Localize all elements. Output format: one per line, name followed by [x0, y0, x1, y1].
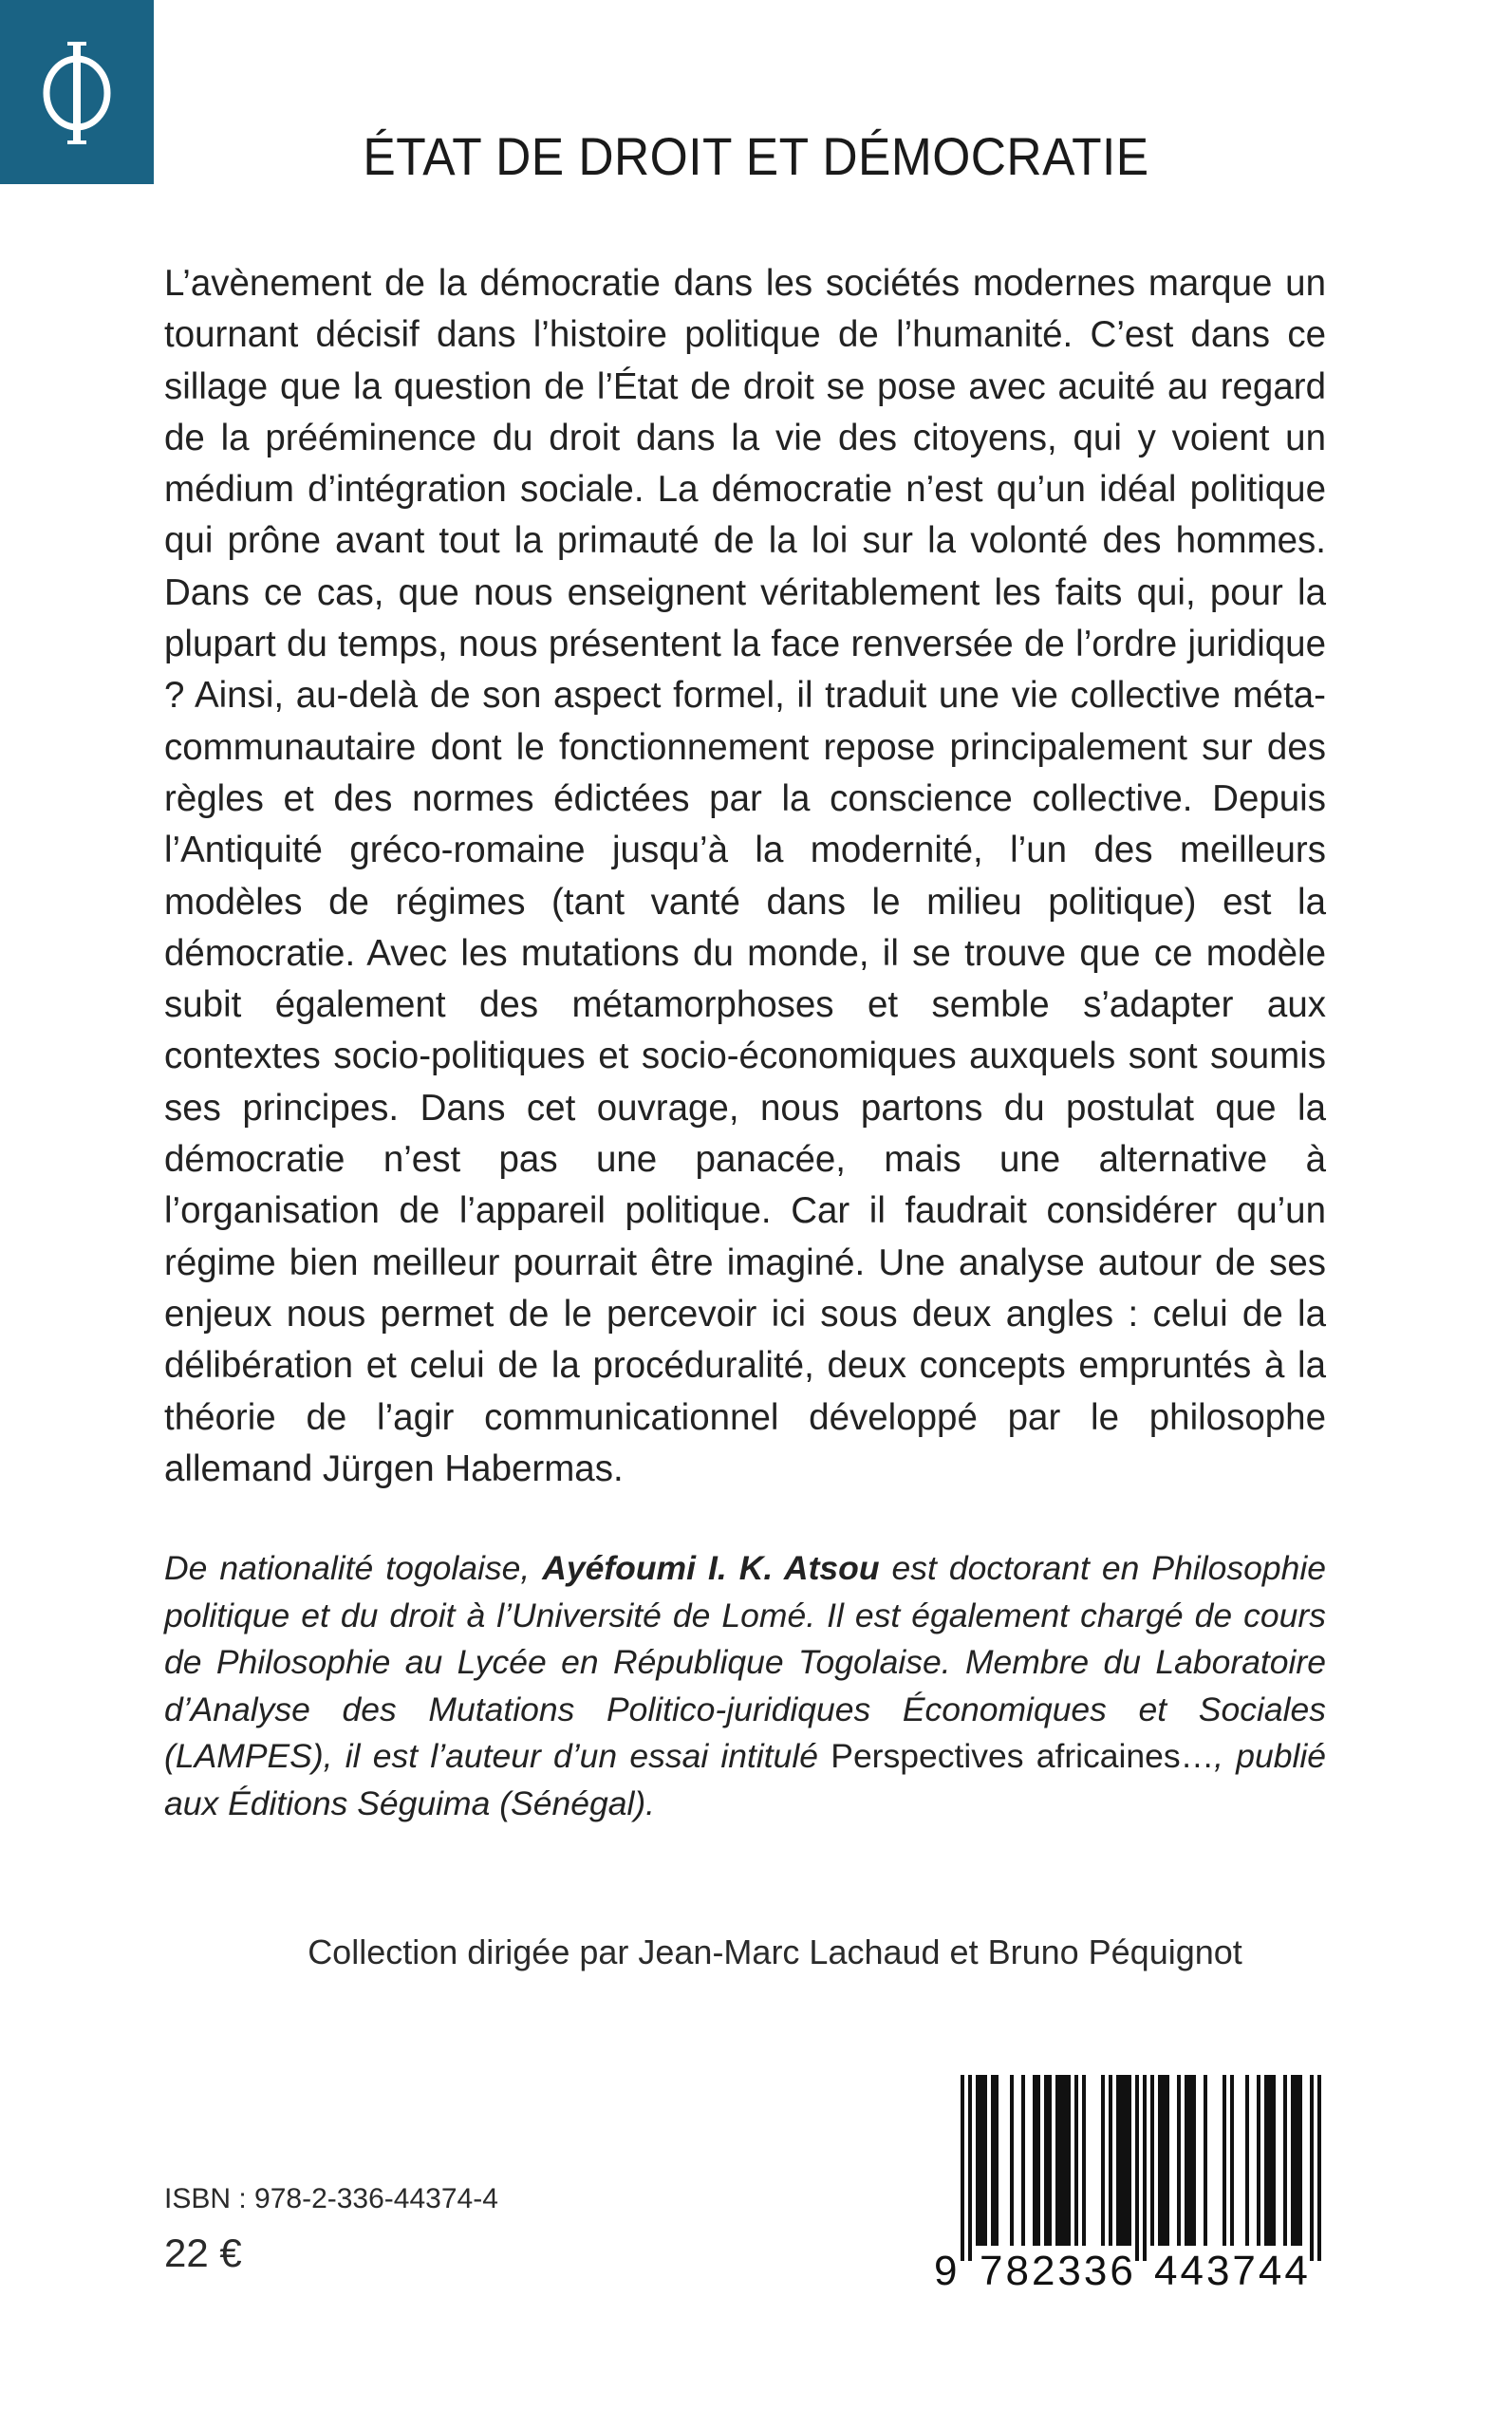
barcode-bar	[1120, 2075, 1124, 2246]
barcode-bar	[1177, 2075, 1181, 2246]
barcode-bar	[1192, 2075, 1196, 2246]
barcode-bar	[1245, 2075, 1249, 2246]
barcode-bar	[1033, 2075, 1036, 2246]
barcode-bar	[1298, 2075, 1302, 2246]
book-summary: L’avènement de la démocratie dans les sociétés modernes marque un tournant décisif dans l’histoire politique de l’humanité. C’est dans ce sillage que la question de l’État de droit se pose avec acuité au regard de la prééminence du droit dans la vie des citoyens, qui y voient un médium d’intégration sociale. La démocratie n’est qu’un idéal politique qui prône avant tout la primauté de la loi sur la volonté des hommes. Dans ce cas, que nous enseignent véritablement les faits qui, pour la plupart du temps, nous présentent la face renversée de l’ordre juridique ? Ainsi, au-delà de son aspect formel, il traduit une vie collective méta-communautaire dont le fonctionnement repose principalement sur des règles et des normes édictées par la conscience collective. Depuis l’Antiquité gréco-romaine jusqu’à la modernité, l’un des meilleurs modèles de régimes (tant vanté dans le milieu politique) est la démocratie. Avec les mutations du monde, il se trouve que ce modèle subit également des métamorphoses et semble s’adapter aux contextes socio-politiques et socio-économiques auxquels sont soumis ses principes. Dans cet ouvrage, nous partons du postulat que la démocratie n’est pas une panacée, mais une alternative à l’organisation de l’appareil politique. Car il faudrait considérer qu’un régime bien meilleur pourrait être imaginé. Une analyse autour de ses enjeux nous permet de le percevoir ici sous deux angles : celui de la délibération et celui de la procéduralité, deux concepts empruntés à la théorie de l’agir communicationnel développé par le philosophe allemand Jürgen Habermas.	[164, 263, 1326, 1489]
barcode-left-group: 782336	[980, 2248, 1136, 2294]
barcode-bar	[1124, 2075, 1128, 2246]
barcode-bar	[1036, 2075, 1040, 2246]
barcode-bar	[1185, 2075, 1188, 2246]
previous-book-title: Perspectives africaines…	[831, 1737, 1215, 1775]
barcode-bar	[1166, 2075, 1169, 2246]
bio-middle: est doctorant en Philosophie politique et du droit à l’Université de Lomé. Il est également chargé de cours de Philosophie au Lycée en République Togolaise. Membre du Laboratoire d’Analyse des Mutations Politico-juridiques Économiques et Sociales (LAMPES), il est l’auteur d’un essai intitulé	[164, 1549, 1326, 1775]
barcode-number	[926, 2248, 1335, 2295]
barcode-bar	[1055, 2075, 1059, 2246]
barcode-bar	[995, 2075, 999, 2246]
barcode-right-group: 443744	[1154, 2248, 1311, 2294]
barcode-bar	[1317, 2075, 1321, 2261]
barcode-bar	[1295, 2075, 1298, 2246]
barcode-bar	[1204, 2075, 1207, 2246]
barcode-bar	[1044, 2075, 1048, 2246]
bio-intro: De nationalité togolaise,	[164, 1549, 543, 1587]
barcode-bar	[1162, 2075, 1166, 2246]
barcode-bar	[1101, 2075, 1105, 2246]
barcode-bar	[1063, 2075, 1067, 2246]
barcode-bar	[1010, 2075, 1014, 2246]
barcode-bar	[1021, 2075, 1025, 2246]
barcode-bar	[1283, 2075, 1287, 2246]
book-title: ÉTAT DE DROIT ET DÉMOCRATIE	[363, 126, 1149, 186]
barcode-bar	[1128, 2075, 1131, 2246]
barcode-bar	[1135, 2075, 1139, 2261]
barcode-bar	[1143, 2075, 1147, 2261]
isbn: ISBN : 978-2-336-44374-4	[164, 2183, 498, 2214]
barcode-bar	[1291, 2075, 1295, 2246]
barcode-bar	[1067, 2075, 1071, 2246]
barcode-bar	[1109, 2075, 1112, 2246]
barcode-bar	[1048, 2075, 1052, 2246]
bio-end: , publié aux Éditions Séguima (Sénégal).	[164, 1737, 1326, 1822]
barcode-bar	[1116, 2075, 1120, 2246]
barcode-bar	[1074, 2075, 1078, 2246]
barcode-bar	[991, 2075, 995, 2246]
barcode-bar	[1272, 2075, 1276, 2246]
barcode-first-digit: 9	[934, 2248, 958, 2294]
barcode-bar	[1059, 2075, 1063, 2246]
author-name: Ayéfoumi I. K. Atsou	[542, 1549, 880, 1587]
barcode-bar	[1082, 2075, 1086, 2246]
author-bio	[164, 1545, 1326, 1827]
barcode	[926, 2069, 1335, 2297]
barcode-bar	[1188, 2075, 1192, 2246]
barcode-bar	[961, 2075, 964, 2261]
barcode-bar	[1150, 2075, 1154, 2246]
collection-credit: Collection dirigée par Jean-Marc Lachaud et Bruno Péquignot	[308, 1933, 1242, 1971]
barcode-bar	[1268, 2075, 1272, 2246]
barcode-bar	[1223, 2075, 1226, 2246]
barcode-bar	[1310, 2075, 1314, 2261]
barcode-bar	[980, 2075, 983, 2246]
barcode-bar	[1264, 2075, 1268, 2246]
barcode-bar	[983, 2075, 987, 2246]
barcode-bar	[1230, 2075, 1234, 2246]
barcode-bar	[1257, 2075, 1260, 2246]
barcode-bar	[1158, 2075, 1162, 2246]
barcode-bar	[976, 2075, 980, 2246]
price: 22 €	[164, 2231, 242, 2275]
barcode-bar	[968, 2075, 972, 2261]
